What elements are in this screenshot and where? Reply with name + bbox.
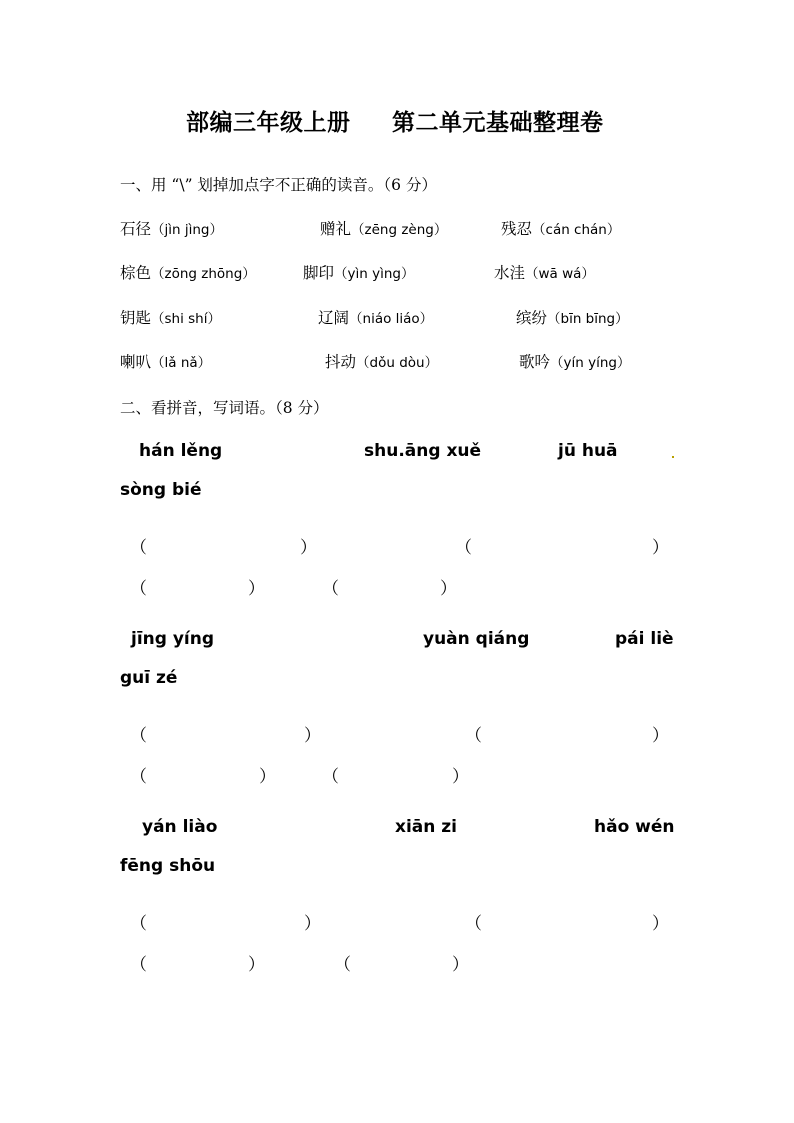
answer-paren-close: ） bbox=[440, 579, 457, 599]
reading-item bbox=[120, 350, 211, 372]
answer-paren-open: （ bbox=[455, 538, 472, 558]
answer-paren-close: ） bbox=[652, 726, 669, 746]
reading-pinyin-options: （niáo liáo） bbox=[349, 311, 434, 327]
reading-word: 水洼 bbox=[494, 264, 526, 282]
reading-item bbox=[501, 217, 620, 239]
answer-paren-close: ） bbox=[652, 538, 669, 558]
pinyin-prompt: hán lěng bbox=[139, 441, 223, 461]
reading-word: 棕色 bbox=[120, 264, 152, 282]
reading-pinyin-options: （yìn yìng） bbox=[334, 266, 415, 282]
reading-item bbox=[320, 217, 447, 239]
reading-word: 石径 bbox=[120, 220, 152, 238]
answer-paren-close: ） bbox=[304, 726, 321, 746]
section1-heading: 一、用 “\” 划掉加点字不正确的读音。（6 分） bbox=[120, 176, 437, 194]
answer-paren-open: （ bbox=[334, 955, 351, 975]
reading-word: 缤纷 bbox=[516, 309, 548, 327]
answer-paren-close: ） bbox=[248, 579, 265, 599]
reading-pinyin-options: （dǒu dòu） bbox=[356, 355, 439, 371]
pinyin-prompt: fēng shōu bbox=[120, 856, 216, 876]
reading-item bbox=[325, 350, 438, 372]
reading-word: 残忍 bbox=[501, 220, 533, 238]
answer-paren-close: ） bbox=[652, 914, 669, 934]
answer-paren-close: ） bbox=[452, 955, 469, 975]
answer-paren-open: （ bbox=[130, 914, 147, 934]
reading-pinyin-options: （yín yíng） bbox=[550, 355, 631, 371]
reading-pinyin-options: （bīn bīng） bbox=[547, 311, 629, 327]
reading-item bbox=[318, 306, 433, 328]
answer-paren-close: ） bbox=[300, 538, 317, 558]
reading-word: 抖动 bbox=[325, 353, 357, 371]
reading-pinyin-options: （zēng zèng） bbox=[351, 222, 448, 238]
pinyin-prompt: shu.āng xuě bbox=[364, 441, 482, 461]
reading-word: 赠礼 bbox=[320, 220, 352, 238]
reading-item bbox=[519, 350, 630, 372]
reading-pinyin-options: （shi shí） bbox=[151, 311, 221, 327]
pinyin-prompt: guī zé bbox=[120, 668, 178, 688]
reading-item bbox=[494, 261, 595, 283]
reading-item bbox=[516, 306, 629, 328]
pinyin-prompt: xiān zi bbox=[395, 817, 458, 837]
reading-word: 喇叭 bbox=[120, 353, 152, 371]
answer-paren-open: （ bbox=[130, 579, 147, 599]
pinyin-prompt: jū huā bbox=[558, 441, 618, 461]
pinyin-prompt: yuàn qiáng bbox=[423, 629, 530, 649]
reading-word: 歌吟 bbox=[519, 353, 551, 371]
reading-item bbox=[120, 217, 223, 239]
answer-paren-open: （ bbox=[130, 538, 147, 558]
reading-pinyin-options: （cán chán） bbox=[532, 222, 621, 238]
pinyin-prompt: sòng bié bbox=[120, 480, 202, 500]
stray-dot bbox=[672, 456, 674, 458]
answer-paren-open: （ bbox=[465, 914, 482, 934]
answer-paren-open: （ bbox=[130, 726, 147, 746]
reading-item bbox=[303, 261, 414, 283]
reading-pinyin-options: （zōng zhōng） bbox=[151, 266, 256, 282]
page-title-part1: 部编三年级上册 bbox=[186, 110, 351, 136]
pinyin-prompt: jīng yíng bbox=[131, 629, 215, 649]
reading-word: 钥匙 bbox=[120, 309, 152, 327]
answer-paren-close: ） bbox=[248, 955, 265, 975]
reading-word: 辽阔 bbox=[318, 309, 350, 327]
pinyin-prompt: hǎo wén bbox=[594, 817, 675, 837]
reading-item bbox=[120, 306, 221, 328]
answer-paren-close: ） bbox=[259, 767, 276, 787]
section2-heading: 二、看拼音，写词语。（8 分） bbox=[120, 399, 329, 417]
answer-paren-open: （ bbox=[322, 579, 339, 599]
reading-pinyin-options: （lǎ nǎ） bbox=[151, 355, 212, 371]
reading-item bbox=[120, 261, 256, 283]
pinyin-prompt: pái liè bbox=[615, 629, 674, 649]
pinyin-prompt: yán liào bbox=[142, 817, 218, 837]
answer-paren-open: （ bbox=[130, 767, 147, 787]
reading-pinyin-options: （jìn jìng） bbox=[151, 222, 223, 238]
answer-paren-open: （ bbox=[322, 767, 339, 787]
reading-word: 脚印 bbox=[303, 264, 335, 282]
answer-paren-close: ） bbox=[452, 767, 469, 787]
page-title-part2: 第二单元基础整理卷 bbox=[392, 110, 604, 136]
answer-paren-open: （ bbox=[130, 955, 147, 975]
answer-paren-close: ） bbox=[304, 914, 321, 934]
reading-pinyin-options: （wā wá） bbox=[525, 266, 595, 282]
answer-paren-open: （ bbox=[465, 726, 482, 746]
